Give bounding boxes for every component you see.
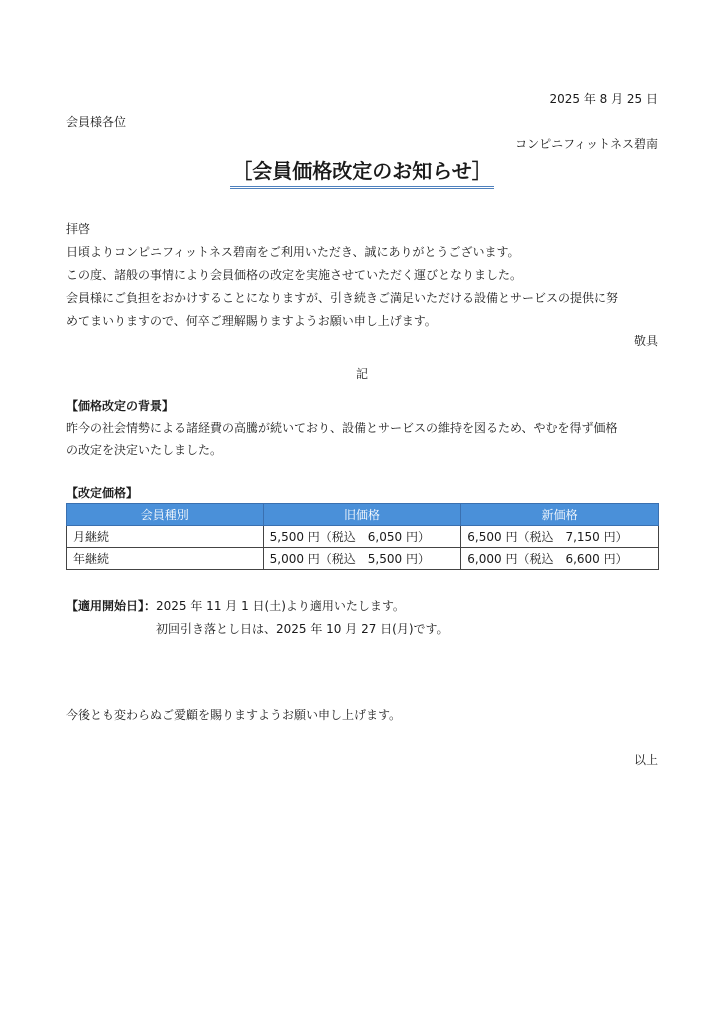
start-date-line xyxy=(66,598,405,614)
document-title: ［会員価格改定のお知らせ］ xyxy=(230,156,493,189)
title-container xyxy=(0,156,724,189)
greeting-line: 会員様にご負担をおかけすることになりますが、引き続きご満足いただける設備とサービスの提供に努 xyxy=(66,291,619,305)
document-date: 2025 年 8 月 25 日 xyxy=(549,92,658,106)
header-old-price: 旧価格 xyxy=(263,504,461,526)
sender-name: コンピニフィットネス碧南 xyxy=(515,137,658,151)
old-price-cell: 5,000 円（税込 5,500 円） xyxy=(263,548,461,570)
haikei: 拝啓 xyxy=(66,222,91,236)
header-member-type: 会員種別 xyxy=(67,504,264,526)
background-line: の改定を決定いたしました。 xyxy=(66,443,223,457)
member-type-cell: 月継続 xyxy=(67,526,264,548)
first-debit-line: 初回引き落とし日は、2025 年 10 月 27 日(月)です。 xyxy=(156,622,449,636)
table-row xyxy=(67,526,659,548)
price-table xyxy=(66,503,659,570)
ki-heading: 記 xyxy=(355,367,368,381)
start-date-text: 2025 年 11 月 1 日(土)より適用いたします。 xyxy=(156,599,405,613)
table-header-row xyxy=(67,504,659,526)
member-type-cell: 年継続 xyxy=(67,548,264,570)
greeting-line: 日頃よりコンピニフィットネス碧南をご利用いただき、誠にありがとうございます。 xyxy=(66,245,520,259)
ijo: 以上 xyxy=(633,753,658,767)
header-new-price: 新価格 xyxy=(461,504,659,526)
price-heading: 【改定価格】 xyxy=(66,486,139,500)
greeting-line: この度、諸般の事情により会員価格の改定を実施させていただく運びとなりました。 xyxy=(66,268,523,282)
old-price-cell: 5,500 円（税込 6,050 円） xyxy=(263,526,461,548)
new-price-cell: 6,000 円（税込 6,600 円） xyxy=(461,548,659,570)
new-price-cell: 6,500 円（税込 7,150 円） xyxy=(461,526,659,548)
closing-text: 今後とも変わらぬご愛顧を賜りますようお願い申し上げます。 xyxy=(66,708,402,722)
greeting-line: めてまいりますので、何卒ご理解賜りますようお願い申し上げます。 xyxy=(66,314,437,328)
background-line: 昨今の社会情勢による諸経費の高騰が続いており、設備とサービスの維持を図るため、やむを得ず価格 xyxy=(66,421,618,435)
addressee: 会員様各位 xyxy=(66,115,127,129)
table-row xyxy=(67,548,659,570)
start-date-label: 【適用開始日】： xyxy=(66,599,157,613)
keigu: 敬具 xyxy=(633,334,658,348)
background-heading: 【価格改定の背景】 xyxy=(66,399,175,413)
